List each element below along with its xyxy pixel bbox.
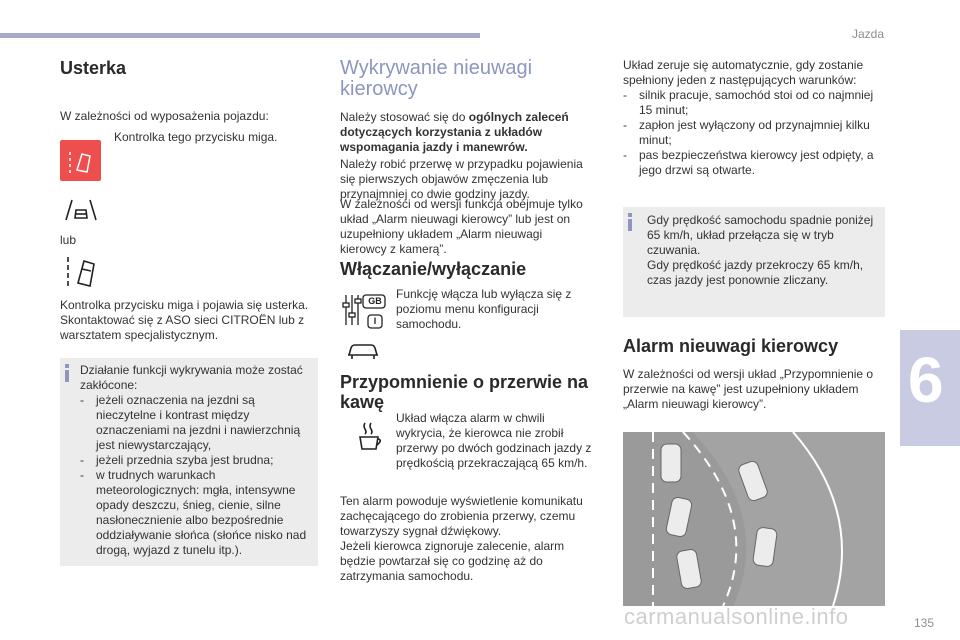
car-icon	[346, 339, 380, 361]
info-icon	[65, 364, 69, 382]
reset-intro-text: Układ zeruje się automatycznie, gdy zostanie spełniony jeden z następujących warunków:	[623, 58, 864, 87]
note-item: - jeżeli oznaczenia na jezdni są nieczytelne i kontrast między oznaczeniami na jezdni i nawierzchnią jest niewystarczający,	[80, 393, 312, 453]
coffee-cup-icon	[358, 421, 384, 451]
speed-note-1: Gdy prędkość samochodu spadnie poniżej 65 km/h, układ przełącza się w tryb czuwania.	[647, 213, 874, 257]
heading-coffee-break: Przypomnienie o przerwie na kawę	[340, 372, 589, 412]
reset-conditions-list	[623, 88, 885, 178]
alarm-repeat-text: Jeżeli kierowca zignoruje zalecenie, alarm będzie powtarzał się co godzinę aż do zatrzymania samochodu.	[340, 539, 565, 583]
version-text: W zależności od wersji funkcja obejmuje tylko układ „Alarm nieuwagi kierowcy” lub jest on uzupełniony układem „Alarm nieuwagi kierowcy z kamerą”.	[340, 197, 583, 256]
note-item: - jeżeli przednia szyba jest brudna;	[80, 453, 312, 468]
recommendation-text	[340, 110, 592, 155]
coffee-break-text: Układ włącza alarm w chwili wykrycia, że kierowca nie zrobił przerwy po dwóch godzinach jazdy z prędkością przekraczającą 65 km/h.	[396, 411, 592, 470]
intro-text: W zależności od wyposażenia pojazdu:	[60, 109, 269, 123]
break-advice-text: Należy robić przerwę w przypadku pojawienia się pierwszych objawów zmęczenia lub przynajmniej co dwie godziny jazdy.	[340, 157, 583, 201]
info-icon	[628, 213, 632, 231]
note-intro: Działanie funkcji wykrywania może zostać zakłócone:	[80, 363, 303, 392]
settings-menu-icon	[340, 291, 388, 331]
list-item: - silnik pracuje, samochód stoi od co najmniej 15 minut;	[623, 88, 885, 118]
recommendation-prefix: Należy stosować się do	[340, 110, 469, 124]
info-note-speed	[623, 207, 885, 317]
or-text: lub	[60, 233, 77, 247]
list-item: - zapłon jest wyłączony od przynajmniej kilku minut;	[623, 118, 885, 148]
alarm-message-text: Ten alarm powoduje wyświetlenie komunikatu zachęcającego do zrobienia przerwy, czemu towarzyszy sygnał dźwiękowy.	[340, 494, 583, 538]
driver-alert-icon	[64, 255, 102, 289]
lane-departure-icon	[64, 196, 98, 222]
warning-button-icon	[60, 140, 101, 181]
page-number: 135	[914, 616, 935, 630]
watermark: carmanualsonline.info	[624, 604, 849, 629]
chapter-number: 6	[908, 344, 944, 416]
onoff-text: Funkcję włącza lub wyłącza się z poziomu menu konfiguracji samochodu.	[396, 287, 572, 331]
section-label: Jazda	[851, 27, 884, 41]
blink-text: Kontrolka tego przycisku miga.	[114, 130, 278, 144]
info-note	[60, 358, 318, 566]
speed-note-2: Gdy prędkość jazdy przekroczy 65 km/h, czas jazdy jest ponownie zliczany.	[647, 258, 864, 287]
heading-onoff: Włączanie/wyłączanie	[340, 259, 527, 279]
fault-text: Kontrolka przycisku miga i pojawia się usterka. Skontaktować się z ASO sieci CITROËN lub z warsztatem specjalistycznym.	[60, 298, 309, 342]
recommendation-bold: ogólnych zaleceń dotyczących korzystania z układów wspomagania jazdy i manewrów.	[340, 110, 569, 154]
heading-alarm: Alarm nieuwagi kierowcy	[623, 336, 839, 356]
heading-usterka: Usterka	[60, 58, 127, 78]
header-bar	[0, 33, 480, 38]
list-item: - pas bezpieczeństwa kierowcy jest odpięty, a jego drzwi są otwarte.	[623, 148, 885, 178]
heading-wykrywanie: Wykrywanie nieuwagi kierowcy	[340, 57, 533, 100]
driver-alert-illustration	[623, 432, 885, 606]
note-item: - w trudnych warunkach meteorologicznych: mgła, intensywne opady deszczu, śnieg, cienie, silne nasłonecznienie albo bezpośrednie oddziaływanie słońca (słońce nisko nad drogą, wyjazd z tunelu itp.).	[80, 468, 312, 558]
info-label: I	[373, 316, 377, 326]
alarm-intro-text: W zależności od wersji układ „Przypomnienie o przerwie na kawę” jest uzupełniony układem „Alarm nieuwagi kierowcy”.	[623, 367, 874, 411]
gb-label: GB	[368, 296, 382, 306]
